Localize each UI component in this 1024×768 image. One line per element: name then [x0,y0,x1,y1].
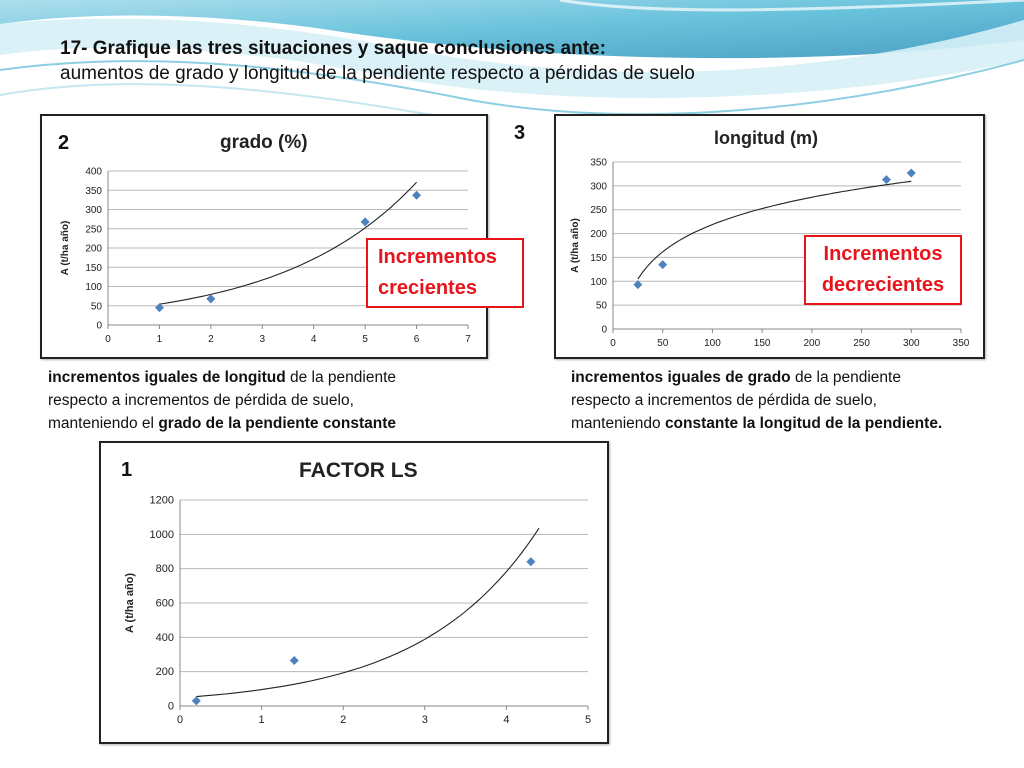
caption-left [48,366,518,435]
x-tick-label: 0 [176,714,184,726]
y-tick-label: 400 [155,631,174,644]
y-tick-label: 350 [590,157,607,169]
x-tick-label: 3 [259,334,266,345]
x-tick-label: 5 [362,334,368,345]
x-tick-label: 50 [657,338,669,349]
x-tick-label: 1 [156,334,163,345]
y-tick-label: 0 [167,700,174,713]
x-tick-label: 0 [105,334,111,345]
data-point [412,191,421,200]
chart-panel-ls [99,441,609,744]
y-tick-label: 100 [85,282,102,293]
y-tick-label: 400 [85,166,102,178]
x-tick-label: 6 [413,334,420,345]
chart-panel-grado [40,114,488,359]
caption-right-bold3: constante la longitud de la pendiente. [664,415,943,432]
y-tick-label: 50 [90,301,102,313]
data-point [526,557,535,566]
caption-right-rest1: de la pendiente [790,369,901,386]
caption-right-bold1: incrementos iguales de grado [571,369,791,386]
y-tick-label: 50 [595,300,607,312]
y-tick-label: 200 [590,229,607,241]
y-axis-label: A (t/ha año) [570,218,581,273]
y-tick-label: 1000 [149,528,174,541]
callout-decrecientes-line2: decrecientes [821,274,945,296]
x-tick-label: 100 [704,338,721,349]
callout-crecientes-line1: Incrementos [378,246,497,268]
data-point [882,175,891,184]
x-tick-label: 4 [503,714,510,726]
caption-right-line2: respecto a incrementos de pérdida de suelo, [571,392,877,409]
y-tick-label: 350 [85,185,102,197]
x-tick-label: 250 [853,338,870,349]
caption-left-pre3: manteniendo el [48,415,159,432]
panel-number-grado: 2 [58,132,70,154]
y-tick-label: 300 [85,205,102,216]
caption-left-bold3: grado de la pendiente constante [158,415,397,432]
caption-right-pre3: manteniendo [571,415,665,432]
y-tick-label: 1200 [149,494,174,507]
x-tick-label: 150 [753,338,771,349]
chart-title-ls: FACTOR LS [299,459,418,482]
x-tick-label: 1 [258,714,265,726]
x-tick-label: 5 [584,714,592,726]
y-tick-label: 250 [590,205,607,217]
caption-left-rest1: de la pendiente [285,369,397,386]
y-tick-label: 200 [155,666,174,679]
y-axis-label: A (t/ha año) [124,572,136,634]
y-tick-label: 100 [590,276,607,288]
y-tick-label: 0 [601,324,607,336]
caption-left-line2: respecto a incrementos de pérdida de suelo, [48,392,354,409]
y-tick-label: 800 [155,563,174,576]
panel-number-ls: 1 [121,459,133,481]
x-tick-label: 7 [465,334,471,345]
data-point [907,168,916,177]
slide-title-line2: aumentos de grado y longitud de la pendiente respecto a pérdidas de suelo [60,63,695,84]
chart-title-longitud: longitud (m) [714,128,818,148]
y-tick-label: 150 [590,252,607,264]
callout-decrecientes-line1: Incrementos [823,243,943,265]
x-tick-label: 350 [952,338,970,349]
slide-title [60,36,1020,86]
x-tick-label: 3 [421,714,428,726]
panel-number-longitud: 3 [514,122,526,144]
x-tick-label: 4 [310,334,317,345]
x-tick-label: 0 [610,338,616,349]
callout-crecientes-line2: crecientes [378,277,477,299]
callout-crecientes [366,238,524,308]
chart-ls [101,443,607,742]
x-tick-label: 2 [208,334,214,345]
slide-title-line1: 17- Grafique las tres situaciones y saque conclusiones ante: [60,38,606,59]
data-point [290,656,299,665]
x-tick-label: 2 [340,714,347,726]
y-tick-label: 250 [85,224,102,236]
callout-decrecientes [804,235,962,305]
x-tick-label: 300 [902,338,920,349]
y-tick-label: 300 [590,181,607,193]
caption-right [571,366,1021,435]
y-tick-label: 150 [85,262,102,274]
caption-left-bold1: incrementos iguales de longitud [48,369,286,386]
x-tick-label: 200 [803,338,821,349]
y-axis-label: A (t/ha año) [60,220,71,276]
y-tick-label: 0 [96,320,102,332]
data-point [155,303,164,312]
chart-title-grado: grado (%) [220,132,308,153]
data-point [658,260,667,269]
data-point [192,696,201,705]
y-tick-label: 600 [155,597,174,610]
y-tick-label: 200 [85,243,102,255]
